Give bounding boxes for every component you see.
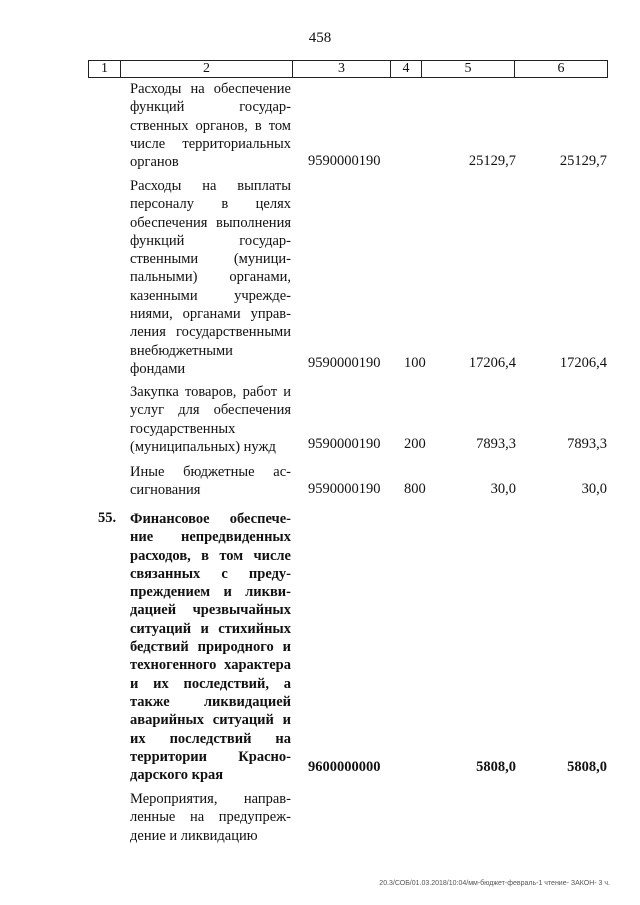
row-expense-type: 800 [404,481,426,497]
header-col-5: 5 [422,61,515,78]
row-expense-type: 200 [404,436,426,452]
row-value-col6: 17206,4 [559,355,607,371]
row-value-col5: 7893,3 [476,436,516,452]
row-value-col6: 30,0 [581,481,607,497]
header-col-6: 6 [515,61,608,78]
header-col-1: 1 [89,61,121,78]
row-expense-type: 100 [404,355,426,371]
row-value-col6: 5808,0 [567,759,607,775]
row-code: 9590000190 [308,481,381,497]
row-description: Иные бюджетные ассигнования [130,464,291,499]
row-description: Мероприятия, направленные на предупреждение и ликвидацию [130,791,291,844]
row-value-col5: 17206,4 [468,355,516,371]
header-col-2: 2 [121,61,293,78]
row-value-col6: 7893,3 [567,436,607,452]
row-value-col5: 25129,7 [468,153,516,169]
row-number: 55. [98,510,117,526]
row-description: Расходы на выплаты персоналу в целях обеспечения выполнения функций государственными (муниципальными) органами, казенными учреждениями, органами управления государственными внебюджетными фондами [130,178,291,377]
row-code: 9590000190 [308,355,381,371]
row-code: 9590000190 [308,153,381,169]
row-value-col5: 5808,0 [476,759,516,775]
footer-file-path: 20.3/СОБ/01.03.2018/10:04/мм-бюджет-февраль-1 чтение- ЗАКОН- 3 ч. [379,880,610,887]
header-col-3: 3 [293,61,391,78]
row-code: 9600000000 [308,759,381,775]
row-value-col6: 25129,7 [559,153,607,169]
row-description: Финансовое обеспечение непредвиденных расходов, в том числе связанных с предупреждением и ликвидацией чрезвычайных ситуаций и стихийных бедствий природного и техногенного характера и их последствий, а также ликвидацией аварийных ситуаций и их последствий на территории Краснодарского края [130,511,291,784]
row-description: Расходы на обеспечение функций государственных органов, в том числе территориальных органов [130,81,291,171]
column-header-row [88,60,608,78]
page-number: 458 [308,30,332,46]
row-description: Закупка товаров, работ и услуг для обеспечения государственных (муниципальных) нужд [130,384,291,455]
row-value-col5: 30,0 [490,481,516,497]
header-col-4: 4 [391,61,422,78]
row-code: 9590000190 [308,436,381,452]
